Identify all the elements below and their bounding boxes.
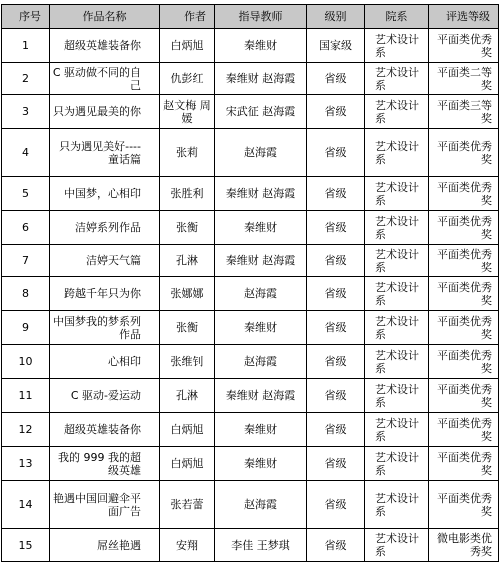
cell-no: 5 — [2, 177, 50, 211]
cell-dept: 艺术设计系 — [365, 345, 429, 379]
cell-award: 平面类优秀奖 — [429, 311, 499, 345]
cell-dept: 艺术设计系 — [365, 311, 429, 345]
table-row — [2, 529, 499, 562]
cell-no: 1 — [2, 29, 50, 63]
cell-name: 超级英雄装备你 — [50, 413, 160, 447]
table-row — [2, 211, 499, 245]
cell-name: 只为遇见最美的你 — [50, 95, 160, 129]
cell-award: 平面类优秀奖 — [429, 379, 499, 413]
cell-teacher: 秦维财 赵海霞 — [215, 245, 307, 277]
cell-author: 安翔 — [160, 529, 215, 562]
cell-dept: 艺术设计系 — [365, 481, 429, 529]
cell-no: 10 — [2, 345, 50, 379]
table-row — [2, 95, 499, 129]
cell-dept: 艺术设计系 — [365, 379, 429, 413]
cell-author: 张衡 — [160, 211, 215, 245]
cell-teacher: 秦维财 — [215, 29, 307, 63]
header-award: 评选等级 — [429, 5, 499, 29]
cell-dept: 艺术设计系 — [365, 63, 429, 95]
cell-teacher: 赵海霞 — [215, 129, 307, 177]
cell-teacher: 秦维财 — [215, 211, 307, 245]
cell-no: 7 — [2, 245, 50, 277]
cell-award: 微电影类优秀奖 — [429, 529, 499, 562]
cell-dept: 艺术设计系 — [365, 413, 429, 447]
table-row — [2, 29, 499, 63]
cell-name: 只为遇见美好----童话篇 — [50, 129, 160, 177]
cell-no: 12 — [2, 413, 50, 447]
awards-table — [1, 4, 499, 562]
cell-name: 我的 999 我的超级英雄 — [50, 447, 160, 481]
table-row — [2, 413, 499, 447]
cell-level: 省级 — [307, 447, 365, 481]
cell-name: 中国梦我的梦系列作品 — [50, 311, 160, 345]
cell-author: 白炳旭 — [160, 29, 215, 63]
cell-teacher: 赵海霞 — [215, 345, 307, 379]
cell-level: 省级 — [307, 95, 365, 129]
table-row — [2, 379, 499, 413]
cell-level: 省级 — [307, 129, 365, 177]
cell-level: 省级 — [307, 63, 365, 95]
cell-name: 洁婷系列作品 — [50, 211, 160, 245]
cell-name: 心相印 — [50, 345, 160, 379]
cell-dept: 艺术设计系 — [365, 129, 429, 177]
cell-author: 张胜利 — [160, 177, 215, 211]
cell-teacher: 秦维财 — [215, 447, 307, 481]
cell-teacher: 赵海霞 — [215, 277, 307, 311]
cell-author: 仇彭红 — [160, 63, 215, 95]
cell-level: 国家级 — [307, 29, 365, 63]
cell-teacher: 秦维财 赵海霞 — [215, 379, 307, 413]
cell-author: 张衡 — [160, 311, 215, 345]
table-row — [2, 177, 499, 211]
table-row — [2, 345, 499, 379]
cell-level: 省级 — [307, 277, 365, 311]
cell-dept: 艺术设计系 — [365, 277, 429, 311]
cell-author: 张娜娜 — [160, 277, 215, 311]
cell-award: 平面类优秀奖 — [429, 29, 499, 63]
table-row — [2, 481, 499, 529]
cell-name: 中国梦，心相印 — [50, 177, 160, 211]
cell-no: 15 — [2, 529, 50, 562]
cell-no: 9 — [2, 311, 50, 345]
cell-name: 洁婷天气篇 — [50, 245, 160, 277]
table-row — [2, 245, 499, 277]
cell-no: 13 — [2, 447, 50, 481]
cell-author: 孔淋 — [160, 379, 215, 413]
header-author: 作者 — [160, 5, 215, 29]
cell-level: 省级 — [307, 413, 365, 447]
cell-dept: 艺术设计系 — [365, 211, 429, 245]
cell-teacher: 赵海霞 — [215, 481, 307, 529]
cell-name: 跨越千年只为你 — [50, 277, 160, 311]
header-no: 序号 — [2, 5, 50, 29]
cell-award: 平面类优秀奖 — [429, 211, 499, 245]
cell-author: 孔淋 — [160, 245, 215, 277]
header-dept: 院系 — [365, 5, 429, 29]
cell-no: 8 — [2, 277, 50, 311]
cell-name: C 驱动做不同的自己 — [50, 63, 160, 95]
header-name: 作品名称 — [50, 5, 160, 29]
cell-award: 平面类优秀奖 — [429, 345, 499, 379]
cell-level: 省级 — [307, 245, 365, 277]
cell-author: 张维钊 — [160, 345, 215, 379]
cell-no: 4 — [2, 129, 50, 177]
cell-name: 屌丝艳遇 — [50, 529, 160, 562]
cell-name: 艳遇中国回避伞平面广告 — [50, 481, 160, 529]
cell-level: 省级 — [307, 211, 365, 245]
cell-award: 平面类优秀奖 — [429, 177, 499, 211]
cell-author: 白炳旭 — [160, 447, 215, 481]
cell-no: 2 — [2, 63, 50, 95]
cell-dept: 艺术设计系 — [365, 447, 429, 481]
table-row — [2, 447, 499, 481]
cell-author: 白炳旭 — [160, 413, 215, 447]
cell-level: 省级 — [307, 177, 365, 211]
cell-no: 3 — [2, 95, 50, 129]
header-row — [2, 5, 499, 29]
header-teacher: 指导教师 — [215, 5, 307, 29]
cell-teacher: 秦维财 — [215, 311, 307, 345]
table-row — [2, 129, 499, 177]
header-level: 级别 — [307, 5, 365, 29]
cell-no: 6 — [2, 211, 50, 245]
cell-award: 平面类优秀奖 — [429, 277, 499, 311]
cell-dept: 艺术设计系 — [365, 95, 429, 129]
cell-no: 14 — [2, 481, 50, 529]
cell-author: 张莉 — [160, 129, 215, 177]
cell-award: 平面类二等奖 — [429, 63, 499, 95]
cell-author: 赵文梅 周媛 — [160, 95, 215, 129]
cell-award: 平面类三等奖 — [429, 95, 499, 129]
cell-teacher: 秦维财 赵海霞 — [215, 177, 307, 211]
cell-level: 省级 — [307, 481, 365, 529]
cell-no: 11 — [2, 379, 50, 413]
cell-teacher: 秦维财 赵海霞 — [215, 63, 307, 95]
cell-teacher: 李佳 王梦琪 — [215, 529, 307, 562]
cell-level: 省级 — [307, 311, 365, 345]
cell-dept: 艺术设计系 — [365, 245, 429, 277]
cell-name: 超级英雄装备你 — [50, 29, 160, 63]
cell-award: 平面类优秀奖 — [429, 413, 499, 447]
cell-award: 平面类优秀奖 — [429, 481, 499, 529]
cell-award: 平面类优秀奖 — [429, 129, 499, 177]
cell-dept: 艺术设计系 — [365, 529, 429, 562]
cell-award: 平面类优秀奖 — [429, 447, 499, 481]
table-row — [2, 277, 499, 311]
cell-level: 省级 — [307, 379, 365, 413]
cell-dept: 艺术设计系 — [365, 177, 429, 211]
cell-teacher: 宋武征 赵海霞 — [215, 95, 307, 129]
cell-dept: 艺术设计系 — [365, 29, 429, 63]
cell-teacher: 秦维财 — [215, 413, 307, 447]
cell-level: 省级 — [307, 345, 365, 379]
table-row — [2, 63, 499, 95]
cell-name: C 驱动-爱运动 — [50, 379, 160, 413]
cell-author: 张若蕾 — [160, 481, 215, 529]
cell-level: 省级 — [307, 529, 365, 562]
table-row — [2, 311, 499, 345]
cell-award: 平面类优秀奖 — [429, 245, 499, 277]
